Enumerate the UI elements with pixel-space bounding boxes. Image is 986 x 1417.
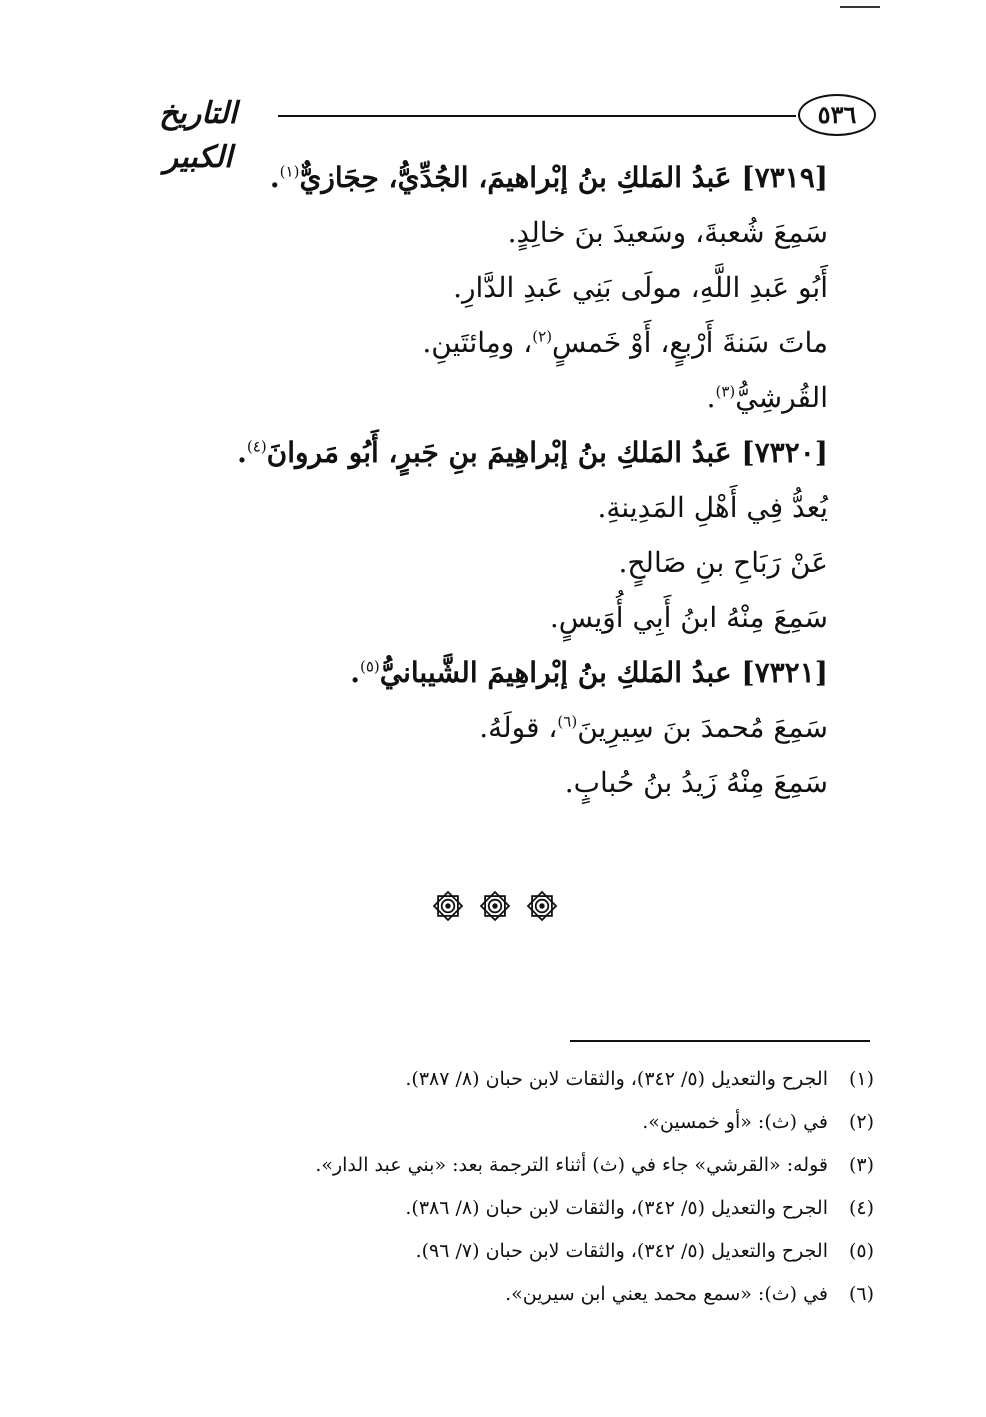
footnote-number: (١) bbox=[848, 1068, 874, 1090]
line-text: عَنْ رَبَاحِ بنِ صَالحٍ. bbox=[618, 546, 828, 579]
footnote-item bbox=[234, 1273, 874, 1316]
footnote-marker: (٦) bbox=[557, 712, 578, 731]
footnote-item bbox=[234, 1058, 874, 1101]
line-text: ماتَ سَنةَ أَرْبعٍ، أَوْ خَمسٍ bbox=[552, 326, 828, 359]
footnote-number: (٤) bbox=[848, 1197, 874, 1219]
footnote-item bbox=[234, 1187, 874, 1230]
line-text: القُرشِيُّ bbox=[735, 381, 828, 414]
entry-heading bbox=[128, 425, 828, 480]
footnote-number: (٥) bbox=[848, 1240, 874, 1262]
line-text: سَمِعَ مِنْهُ ابنُ أَبِي أُوَيسٍ. bbox=[549, 601, 828, 634]
line-text: [٧٣٢١] عبدُ المَلكِ بنُ إبْراهِيمَ الشَّيبانيُّ bbox=[379, 656, 828, 689]
text-line bbox=[128, 590, 828, 645]
section-ornaments bbox=[430, 884, 560, 928]
footnote-text: الجرح والتعديل (٥/ ٣٤٢)، والثقات لابن حبان (٨/ ٣٨٧). bbox=[405, 1068, 828, 1090]
scan-edge-mark bbox=[840, 6, 880, 8]
text-line bbox=[128, 205, 828, 260]
rosette-ornament-icon bbox=[524, 888, 560, 924]
footnote-item bbox=[234, 1230, 874, 1273]
footnote-item bbox=[234, 1101, 874, 1144]
footnote-marker: (٢) bbox=[532, 327, 553, 346]
line-text: سَمِعَ مِنْهُ زَيدُ بنُ حُبابٍ. bbox=[564, 766, 828, 799]
footnote-marker: (٤) bbox=[246, 437, 267, 456]
line-ending: . bbox=[237, 436, 247, 469]
footnote-text: قوله: «القرشي» جاء في (ث) أثناء الترجمة بعد: «بني عبد الدار». bbox=[315, 1154, 828, 1176]
text-line bbox=[128, 755, 828, 810]
footnote-marker: (١) bbox=[279, 162, 300, 181]
footnote-number: (٣) bbox=[848, 1154, 874, 1176]
text-line bbox=[128, 260, 828, 315]
line-ending: ، ومِائتَينِ. bbox=[422, 326, 533, 359]
footnote-separator bbox=[570, 1040, 870, 1042]
rosette-ornament-icon bbox=[477, 888, 513, 924]
line-text: [٧٣١٩] عَبدُ المَلكِ بنُ إبْراهيمَ، الجُدِّيُّ، حِجَازيٌّ bbox=[299, 161, 828, 194]
entry-heading bbox=[128, 645, 828, 700]
line-ending: . bbox=[706, 381, 716, 414]
book-title: التاريخ الكبير bbox=[159, 96, 237, 175]
footnote-number: (٢) bbox=[848, 1111, 874, 1133]
line-text: سَمِعَ شُعبةَ، وسَعيدَ بنَ خالِدٍ. bbox=[507, 216, 828, 249]
footnote-text: الجرح والتعديل (٥/ ٣٤٢)، والثقات لابن حبان (٧/ ٩٦). bbox=[415, 1240, 828, 1262]
line-ending: ، قولَهُ. bbox=[479, 711, 558, 744]
line-ending: . bbox=[350, 656, 360, 689]
footnote-item bbox=[234, 1144, 874, 1187]
line-text: يُعدُّ فِي أَهْلِ المَدِينةِ. bbox=[597, 491, 828, 524]
footnote-text: في (ث): «أو خمسين». bbox=[642, 1111, 828, 1133]
header-rule bbox=[278, 115, 796, 117]
main-text bbox=[128, 150, 828, 810]
footnote-text: في (ث): «سمع محمد يعني ابن سيرين». bbox=[505, 1283, 828, 1305]
footnote-text: الجرح والتعديل (٥/ ٣٤٢)، والثقات لابن حبان (٨/ ٣٨٦). bbox=[405, 1197, 828, 1219]
rosette-ornament-icon bbox=[430, 888, 466, 924]
page-header bbox=[128, 92, 876, 175]
footnote-marker: (٣) bbox=[715, 382, 736, 401]
line-text: سَمِعَ مُحمدَ بنَ سِيرِينَ bbox=[577, 711, 828, 744]
text-line bbox=[128, 535, 828, 590]
line-text: [٧٣٢٠] عَبدُ المَلكِ بنُ إبْراهِيمَ بنِ جَبرٍ، أَبُو مَروانَ bbox=[266, 436, 828, 469]
entry-heading bbox=[128, 150, 828, 205]
footnotes bbox=[234, 1058, 874, 1316]
footnote-number: (٦) bbox=[848, 1283, 874, 1305]
text-line bbox=[128, 315, 828, 370]
text-line bbox=[128, 480, 828, 535]
page-number-badge: ٥٣٦ bbox=[798, 94, 876, 136]
text-line bbox=[128, 700, 828, 755]
line-text: أَبُو عَبدِ اللَّهِ، مولَى بَنِي عَبدِ الدَّارِ. bbox=[453, 271, 828, 304]
footnote-marker: (٥) bbox=[359, 657, 380, 676]
line-ending: . bbox=[269, 161, 280, 194]
text-line bbox=[128, 370, 828, 425]
